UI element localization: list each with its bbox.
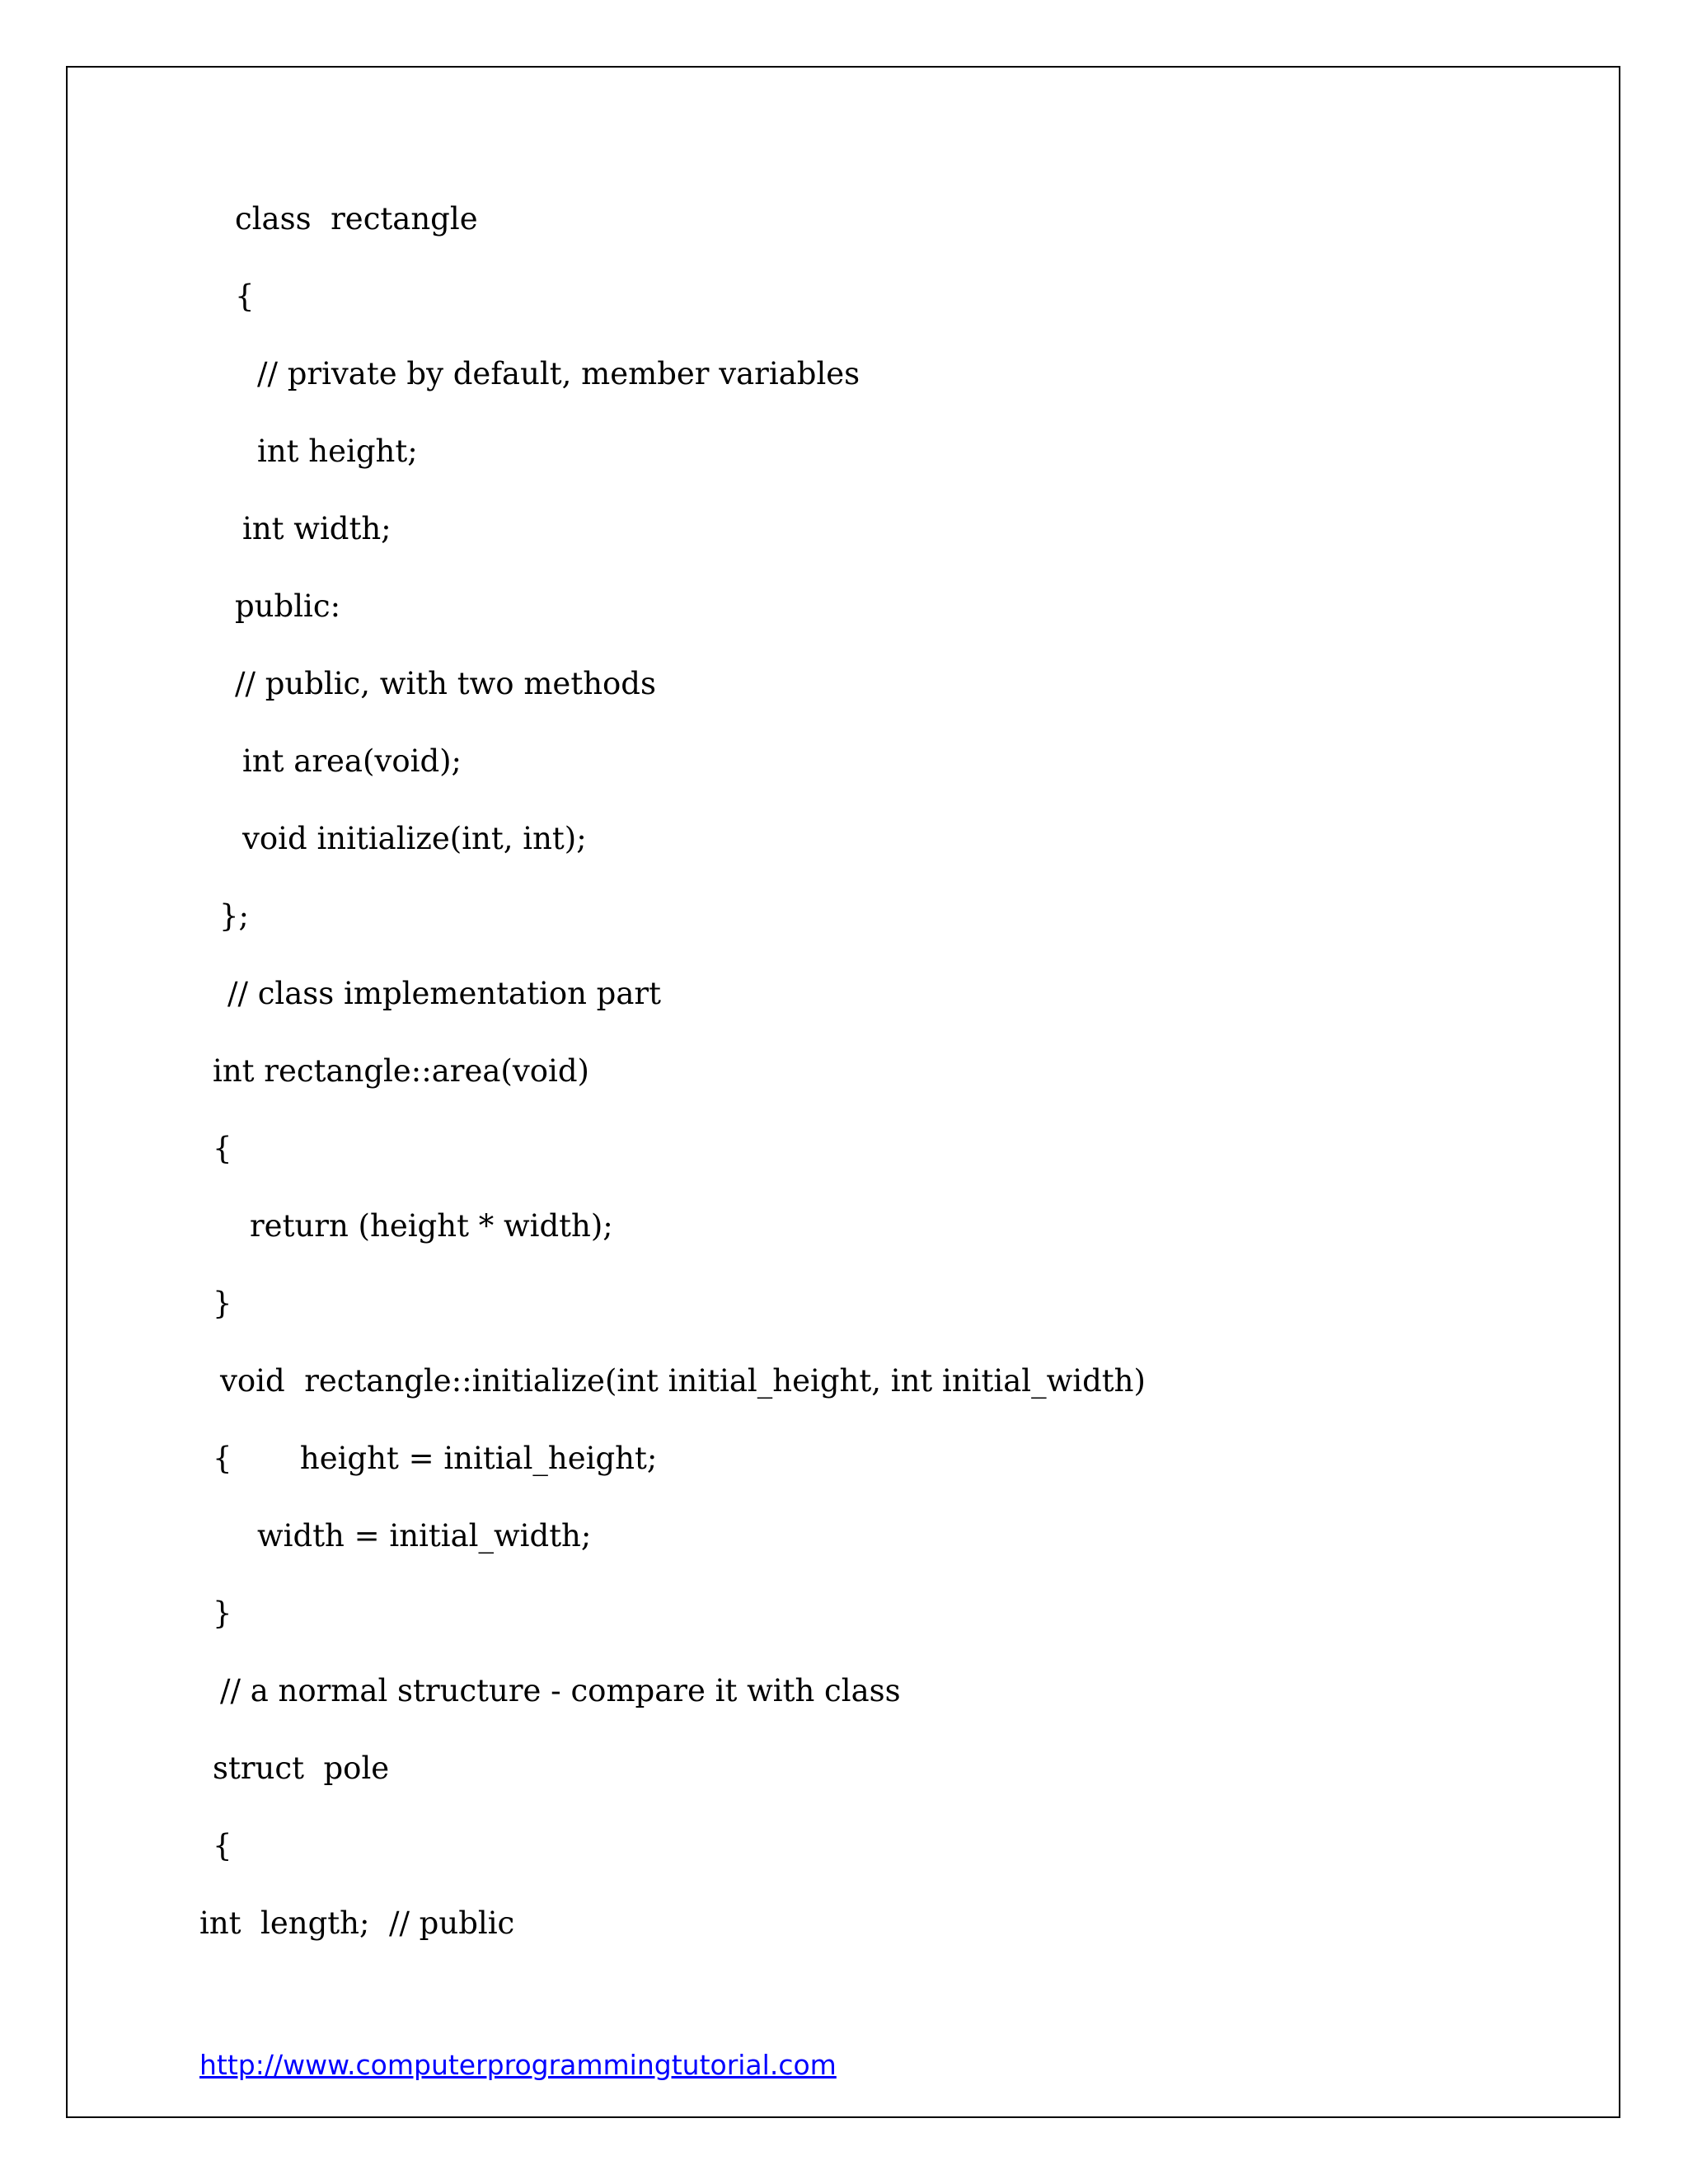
code-line-area-open-brace: { — [213, 1131, 232, 1166]
code-line-comment-implementation: // class implementation part — [227, 976, 661, 1011]
code-line-int-width: int width; — [242, 511, 392, 546]
code-line-comment-public: // public, with two methods — [235, 666, 656, 701]
code-line-struct-open-brace: { — [213, 1828, 232, 1863]
code-line-struct-pole: struct pole — [213, 1750, 390, 1786]
code-line-width-assignment: width = initial_width; — [257, 1518, 592, 1554]
code-line-close-class: }; — [219, 898, 250, 934]
code-line-void-initialize: void initialize(int, int); — [242, 821, 587, 856]
code-line-open-brace: { — [235, 279, 255, 314]
code-line-initialize-definition: void rectangle::initialize(int initial_height, int initial_width) — [220, 1363, 1146, 1399]
code-line-area-definition: int rectangle::area(void) — [213, 1053, 589, 1089]
code-line-int-length: int length; // public — [199, 1905, 515, 1941]
code-line-class-declaration: class rectangle — [235, 201, 478, 237]
footer-website-link[interactable]: http://www.computerprogrammingtutorial.com — [199, 2049, 837, 2081]
code-line-return: return (height * width); — [250, 1208, 613, 1244]
code-line-int-area: int area(void); — [242, 743, 462, 779]
code-line-height-assignment: { height = initial_height; — [213, 1441, 658, 1476]
code-line-initialize-close-brace: } — [213, 1596, 232, 1631]
code-line-comment-structure: // a normal structure - compare it with class — [220, 1673, 901, 1708]
code-line-int-height: int height; — [257, 434, 418, 469]
code-line-public: public: — [235, 588, 341, 624]
code-line-comment-private: // private by default, member variables — [257, 356, 860, 391]
code-line-area-close-brace: } — [213, 1286, 232, 1321]
